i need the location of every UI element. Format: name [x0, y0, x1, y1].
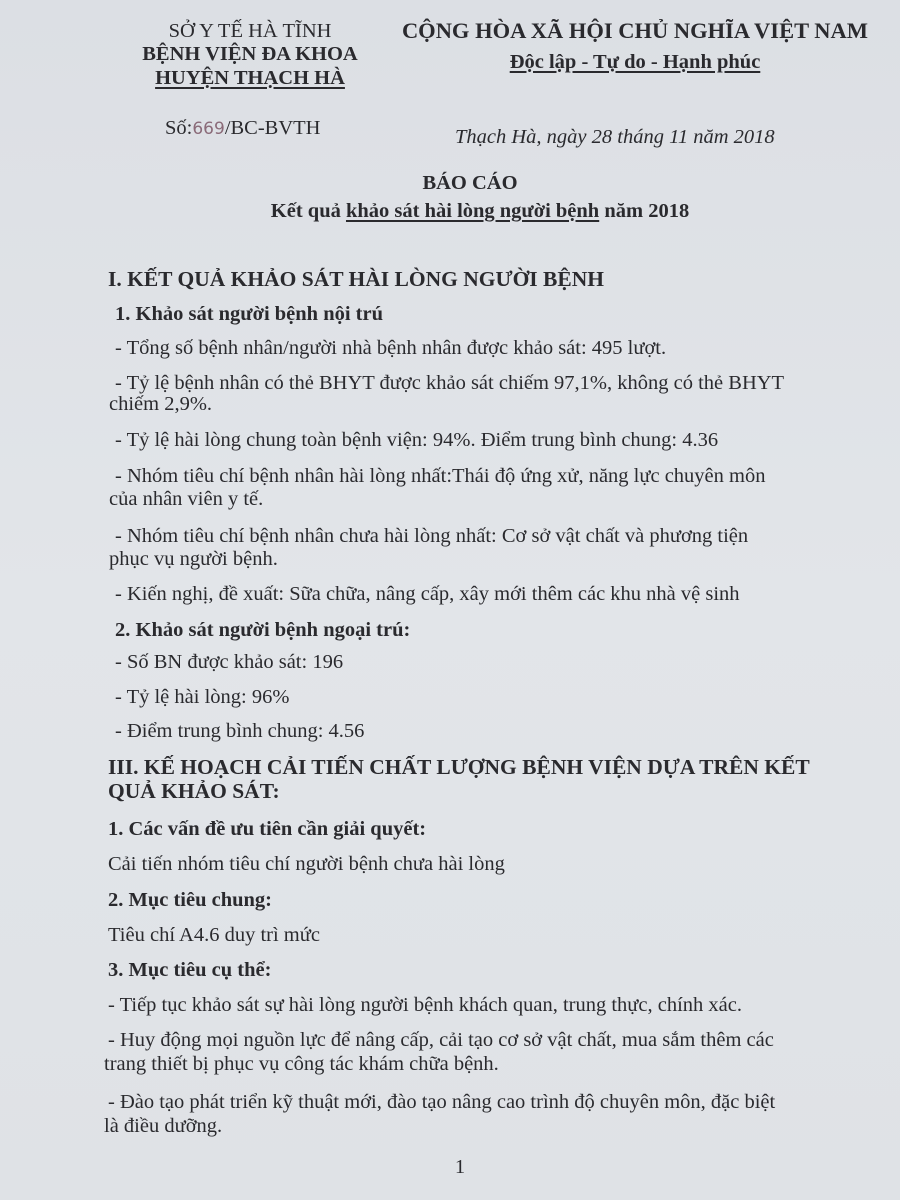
list-item: - Tổng số bệnh nhân/người nhà bệnh nhân được khảo sát: 495 lượt. — [115, 337, 667, 359]
list-item-cont: của nhân viên y tế. — [109, 488, 264, 510]
page-number: 1 — [454, 1156, 466, 1178]
list-item: - Tiếp tục khảo sát sự hài lòng người bệnh khách quan, trung thực, chính xác. — [108, 994, 743, 1016]
section-heading: III. KẾ HOẠCH CẢI TIẾN CHẤT LƯỢNG BỆNH VIỆN DỰA TRÊN KẾT — [108, 755, 810, 779]
list-item: - Nhóm tiêu chí bệnh nhân chưa hài lòng nhất: Cơ sở vật chất và phương tiện — [115, 525, 749, 547]
list-item-cont: là điều dưỡng. — [104, 1115, 223, 1137]
paragraph: Tiêu chí A4.6 duy trì mức — [108, 924, 320, 946]
number-suffix: /BC-BVTH — [224, 117, 321, 139]
subsection-heading: 1. Các vấn đề ưu tiên cần giải quyết: — [108, 818, 427, 840]
list-item: - Kiến nghị, đề xuất: Sữa chữa, nâng cấp, xây mới thêm các khu nhà vệ sinh — [115, 583, 740, 605]
document-number — [165, 116, 321, 141]
document-date: Thạch Hà, ngày 28 tháng 11 năm 2018 — [455, 126, 775, 148]
hospital-name: BỆNH VIỆN ĐA KHOA — [142, 43, 358, 65]
subsection-heading: 1. Khảo sát người bệnh nội trú — [115, 303, 384, 325]
paragraph: Cải tiến nhóm tiêu chí người bệnh chưa hài lòng — [108, 853, 505, 875]
subtitle-post: năm 2018 — [599, 200, 690, 222]
number-prefix: Số: — [165, 117, 193, 139]
list-item: - Đào tạo phát triển kỹ thuật mới, đào tạo nâng cao trình độ chuyên môn, đặc biệt — [108, 1091, 776, 1113]
list-item: - Tỷ lệ bệnh nhân có thẻ BHYT được khảo sát chiếm 97,1%, không có thẻ BHYT — [115, 372, 785, 394]
list-item-cont: trang thiết bị phục vụ công tác khám chữa bệnh. — [104, 1053, 499, 1075]
section-heading-cont: QUẢ KHẢO SÁT: — [108, 779, 280, 803]
list-item: - Tỷ lệ hài lòng: 96% — [115, 686, 290, 708]
list-item: - Huy động mọi nguồn lực để nâng cấp, cải tạo cơ sở vật chất, mua sắm thêm các — [108, 1029, 774, 1051]
national-title: CỘNG HÒA XÃ HỘI CHỦ NGHĨA VIỆT NAM — [401, 18, 869, 43]
list-item: - Số BN được khảo sát: 196 — [115, 651, 344, 673]
list-item-cont: chiếm 2,9%. — [109, 393, 213, 415]
list-item: - Tỷ lệ hài lòng chung toàn bệnh viện: 94%. Điểm trung bình chung: 4.36 — [115, 429, 719, 451]
handwritten-number: 669 — [192, 119, 225, 139]
list-item: - Điểm trung bình chung: 4.56 — [115, 720, 365, 742]
report-title: BÁO CÁO — [422, 172, 518, 194]
subtitle-pre: Kết quả — [270, 200, 346, 222]
list-item-cont: phục vụ người bệnh. — [109, 548, 278, 570]
agency-name: SỞ Y TẾ HÀ TĨNH — [168, 20, 332, 42]
district-name: HUYỆN THẠCH HÀ — [155, 67, 345, 89]
section-heading: I. KẾT QUẢ KHẢO SÁT HÀI LÒNG NGƯỜI BỆNH — [108, 267, 604, 291]
report-subtitle — [200, 199, 760, 223]
national-motto: Độc lập - Tự do - Hạnh phúc — [509, 51, 761, 73]
subsection-heading: 2. Mục tiêu chung: — [108, 889, 272, 911]
subsection-heading: 3. Mục tiêu cụ thể: — [108, 959, 272, 981]
list-item: - Nhóm tiêu chí bệnh nhân hài lòng nhất:Thái độ ứng xử, năng lực chuyên môn — [115, 465, 766, 487]
subtitle-underlined: khảo sát hài lòng người bệnh — [345, 200, 600, 222]
subsection-heading: 2. Khảo sát người bệnh ngoại trú: — [115, 619, 411, 641]
